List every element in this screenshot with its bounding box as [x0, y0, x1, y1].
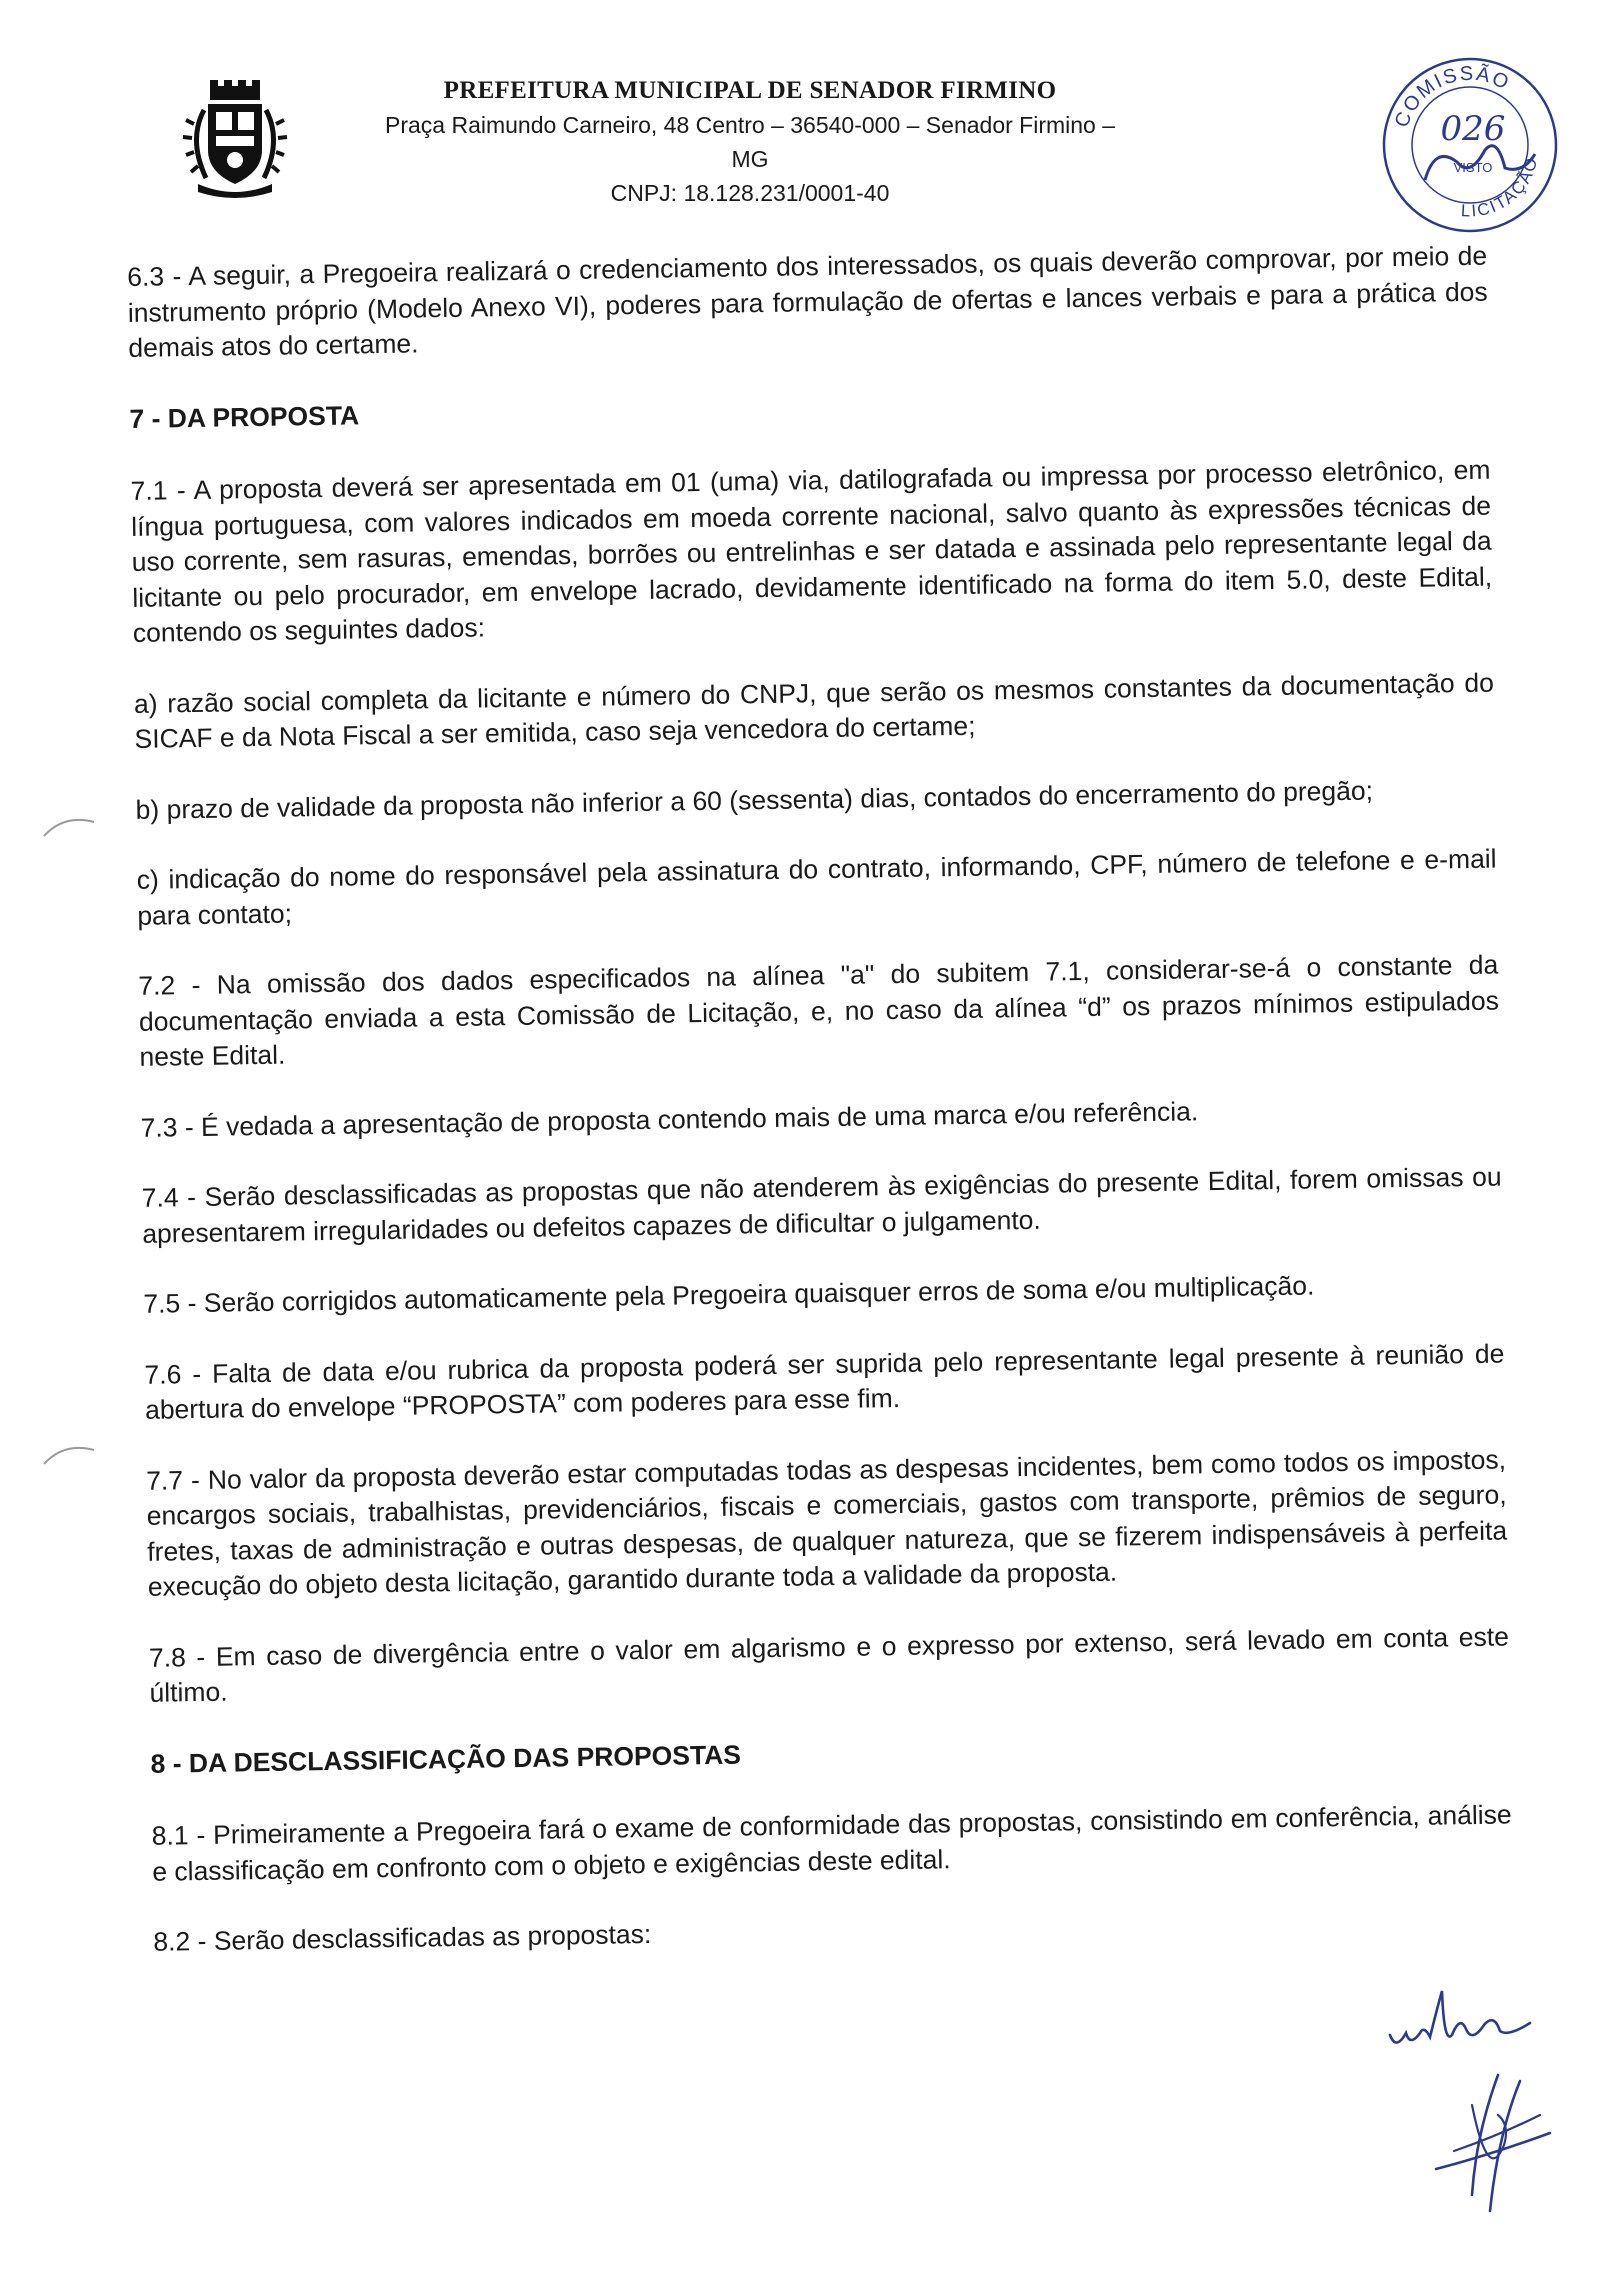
- clause-6-3: 6.3 - A seguir, a Pregoeira realizará o credenciamento dos interessados, os quais deverão comprovar, por meio de instrumento próprio (Modelo Anexo VI), poderes para formulação de ofertas e lances verbais e para a prática dos demais atos do certame.: [127, 240, 1488, 363]
- margin-mark-icon: [40, 1440, 100, 1470]
- clause-7-1: 7.1 - A proposta deverá ser apresentada em 01 (uma) via, datilografada ou impressa por processo eletrônico, em língua portuguesa, com valores indicados em moeda corrente nacional, salvo quanto às expressões técnicas de uso corrente, sem rasuras, emendas, borrões ou entrelinhas e ser datada e assinada pelo representante legal da licitante ou pelo procurador, em envelope lacrado, devidamente identificado na forma do item 5.0, deste Edital, contendo os seguintes dados:: [130, 454, 1493, 648]
- clause-7-1-c: c) indicação do nome do responsável pela assinatura do contrato, informando, CPF, número de telefone e e-mail para contato;: [136, 843, 1497, 931]
- clause-7-2: 7.2 - Na omissão dos dados especificados na alínea "a" do subitem 7.1, considerar-se-á o constante da documentação enviada a esta Comissão de Licitação, e, no caso da alínea “d” os prazos mínimos estipulados neste Edital.: [138, 949, 1500, 1072]
- clause-8-2: 8.2 - Serão desclassificadas as propostas:: [153, 1918, 652, 1957]
- letterhead-text: [370, 74, 1130, 210]
- stamp-top-text: COMISSÃO: [1390, 62, 1514, 131]
- org-title: PREFEITURA MUNICIPAL DE SENADOR FIRMINO: [443, 77, 1057, 104]
- clause-7-1-a: a) razão social completa da licitante e número do CNPJ, que serão os mesmos constantes da documentação do SICAF e da Nota Fiscal a ser emitida, caso seja vencedora do certame;: [133, 667, 1495, 754]
- municipal-coat-of-arms-icon: [180, 80, 290, 200]
- document-body: [127, 239, 1514, 1996]
- clause-7-5: 7.5 - Serão corrigidos automaticamente pela Pregoeira quaisquer erros de soma e/ou multiplicação.: [143, 1270, 1315, 1319]
- stamp-page-number: 026: [1440, 109, 1506, 149]
- margin-mark-icon: [40, 812, 100, 842]
- org-cnpj: CNPJ: 18.128.231/0001-40: [610, 180, 890, 206]
- clause-7-8: 7.8 - Em caso de divergência entre o valor em algarismo e o expresso por extenso, será levado em conta este último.: [148, 1620, 1510, 1708]
- clause-7-6: 7.6 - Falta de data e/ou rubrica da proposta poderá ser suprida pelo representante legal presente à reunião de abertura do envelope “PROPOSTA” com poderes para esse fim.: [144, 1338, 1505, 1425]
- org-address: Praça Raimundo Carneiro, 48 Centro – 36540-000 – Senador Firmino – MG: [384, 112, 1116, 172]
- section-8-heading: 8 - DA DESCLASSIFICAÇÃO DAS PROPOSTAS: [150, 1739, 742, 1779]
- commission-stamp: [1375, 50, 1565, 240]
- clause-7-4: 7.4 - Serão desclassificadas as propostas que não atenderem às exigências do presente Edital, forem omissas ou apresentarem irregularidades ou defeitos capazes de dificultar o julgamento.: [141, 1161, 1502, 1249]
- stamp-visto: VISTO: [1453, 160, 1493, 175]
- handwritten-rubric-icon: [1380, 1985, 1580, 2225]
- section-7-heading: 7 - DA PROPOSTA: [129, 399, 360, 434]
- letterhead: [170, 60, 1542, 221]
- clause-7-3: 7.3 - É vedada a apresentação de proposta contendo mais de uma marca e/ou referência.: [140, 1095, 1199, 1143]
- clause-7-1-b: b) prazo de validade da proposta não inferior a 60 (sessenta) dias, contados do encerramento do pregão;: [135, 774, 1374, 825]
- clause-7-7: 7.7 - No valor da proposta deverão estar computadas todas as despesas incidentes, bem como todos os impostos, encargos sociais, trabalhistas, previdenciários, fiscais e comerciais, gastos com transporte, prêmios de seguro, fretes, taxas de administração e outras despesas, de qualquer natureza, que se fizerem indispensáveis à perfeita execução do objeto desta licitação, garantido durante toda a validade da proposta.: [145, 1443, 1508, 1602]
- stamp-bottom-text: LICITAÇÃO: [1460, 154, 1542, 221]
- clause-8-1: 8.1 - Primeiramente a Pregoeira fará o exame de conformidade das propostas, consistindo em conferência, análise e classificação em confronto com o objeto e exigências deste edital.: [151, 1799, 1512, 1887]
